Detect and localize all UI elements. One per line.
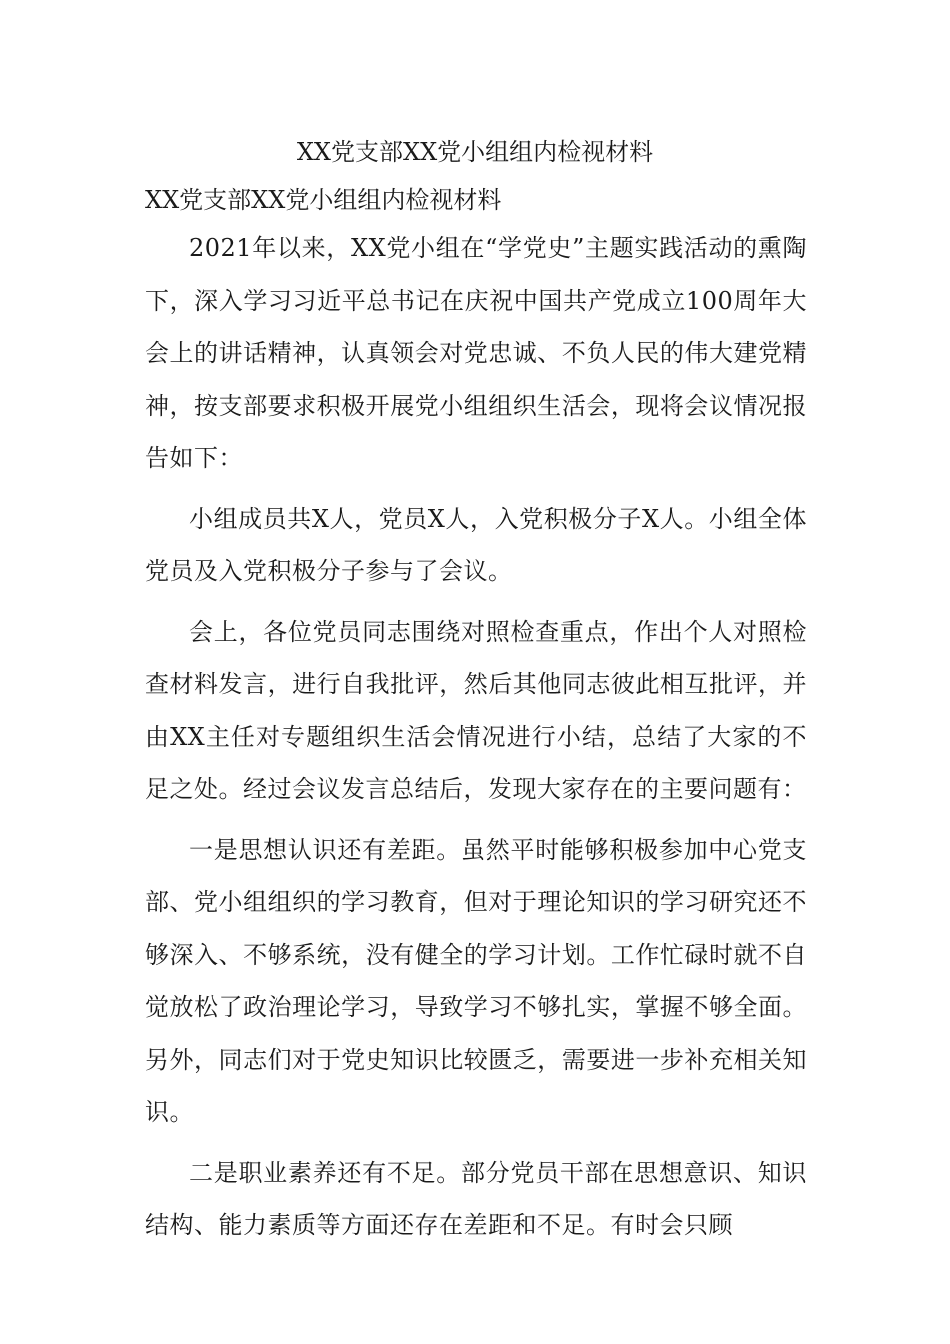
paragraph-meeting: 会上，各位党员同志围绕对照检查重点，作出个人对照检查材料发言，进行自我批评，然后其他同志彼此相互批评，并由XX主任对专题组织生活会情况进行小结，总结了大家的不足之处。经过会议发言总结后，发现大家存在的主要问题有： [145, 617, 807, 803]
paragraph-issue-two: 二是职业素养还有不足。部分党员干部在思想意识、知识结构、能力素质等方面还存在差距和不足。有时会只顾 [145, 1158, 807, 1239]
paragraph-members: 小组成员共X人，党员X人，入党积极分子X人。小组全体党员及入党积极分子参与了会议。 [145, 504, 807, 585]
paragraph-issue-one: 一是思想认识还有差距。虽然平时能够积极参加中心党支部、党小组组织的学习教育，但对于理论知识的学习研究还不够深入、不够系统，没有健全的学习计划。工作忙碌时就不自觉放松了政治理论学习，导致学习不够扎实，掌握不够全面。另外，同志们对于党史知识比较匮乏，需要进一步补充相关知识。 [145, 835, 807, 1126]
document-title: XX党支部XX党小组组内检视材料 [296, 138, 654, 166]
paragraph-intro: 2021年以来，XX党小组在“学党史”主题实践活动的熏陶下，深入学习习近平总书记在庆祝中国共产党成立100周年大会上的讲话精神，认真领会对党忠诚、不负人民的伟大建党精神，按支部要求积极开展党小组组织生活会，现将会议情况报告如下： [145, 234, 807, 472]
document-subtitle: XX党支部XX党小组组内检视材料 [145, 186, 502, 214]
document-body [145, 178, 807, 1260]
